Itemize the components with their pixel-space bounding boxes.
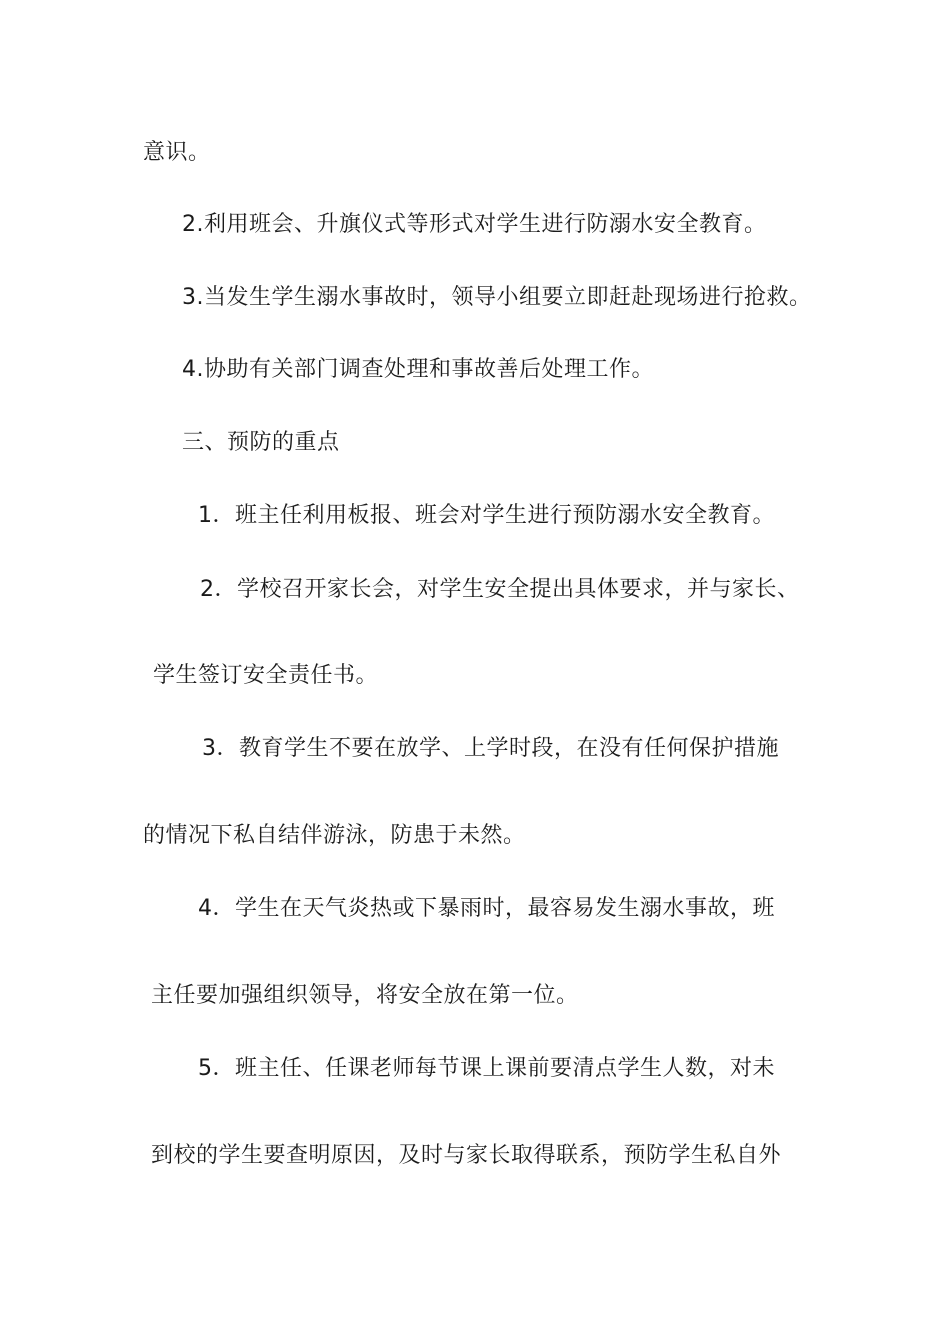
text-line: 3．教育学生不要在放学、上学时段，在没有任何保护措施 xyxy=(202,736,779,761)
text-line: 4．学生在天气炎热或下暴雨时，最容易发生溺水事故，班 xyxy=(198,896,775,921)
text-line: 意识。 xyxy=(143,140,211,165)
text-line: 2．学校召开家长会，对学生安全提出具体要求，并与家长、 xyxy=(200,577,800,602)
text-line: 的情况下私自结伴游泳，防患于未然。 xyxy=(143,823,526,848)
text-line: 5．班主任、任课老师每节课上课前要清点学生人数，对未 xyxy=(198,1056,775,1081)
text-line: 2.利用班会、升旗仪式等形式对学生进行防溺水安全教育。 xyxy=(182,212,767,237)
text-line: 主任要加强组织领导，将安全放在第一位。 xyxy=(151,983,579,1008)
section-heading: 三、预防的重点 xyxy=(182,430,340,455)
text-line: 4.协助有关部门调查处理和事故善后处理工作。 xyxy=(182,357,654,382)
text-line: 3.当发生学生溺水事故时，领导小组要立即赶赴现场进行抢救。 xyxy=(182,285,812,310)
text-line: 到校的学生要查明原因，及时与家长取得联系，预防学生私自外 xyxy=(151,1143,782,1168)
text-line: 1．班主任利用板报、班会对学生进行预防溺水安全教育。 xyxy=(198,503,775,528)
text-line: 学生签订安全责任书。 xyxy=(153,663,379,688)
